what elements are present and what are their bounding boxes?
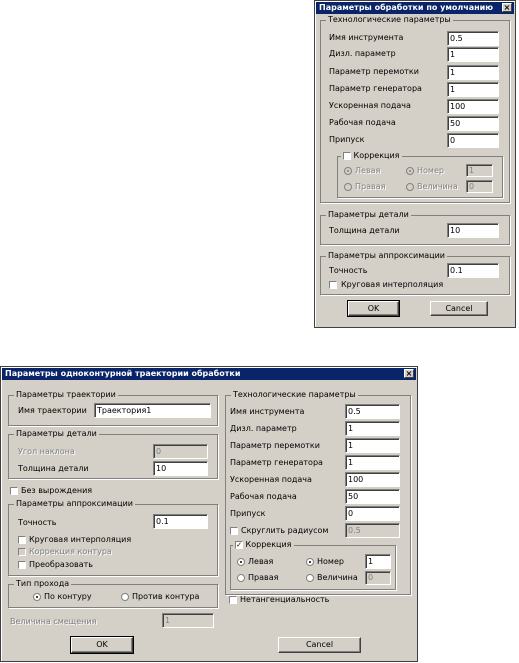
- number-label: Номер: [417, 166, 444, 175]
- rapid-feed-label: Ускоренная подача: [230, 475, 312, 484]
- contour-correction-checkbox[interactable]: [18, 548, 26, 556]
- part-params-group: [8, 429, 218, 479]
- tech-params-title: Технологические параметры: [328, 15, 451, 24]
- along-contour-label: По контуру: [44, 592, 92, 601]
- round-radius-input[interactable]: 0.5: [345, 523, 400, 538]
- pass-type-group: [8, 579, 218, 608]
- work-feed-label: Рабочая подача: [329, 118, 396, 127]
- single-contour-dialog: [0, 366, 418, 662]
- tech-params-group: [320, 15, 510, 203]
- dizl-param-input[interactable]: 1: [447, 47, 499, 62]
- trajectory-name-label: Имя траектории: [18, 406, 87, 415]
- transform-label: Преобразовать: [29, 560, 93, 569]
- offset-input[interactable]: 1: [162, 613, 214, 628]
- approx-params-group: [320, 251, 510, 295]
- non-tangential-checkbox[interactable]: [229, 596, 237, 604]
- rapid-feed-label: Ускоренная подача: [329, 101, 411, 110]
- tool-name-label: Имя инструмента: [230, 407, 305, 416]
- correction-title: [341, 151, 402, 161]
- thickness-label: Толщина детали: [18, 464, 89, 473]
- cancel-button[interactable]: Cancel: [430, 301, 488, 316]
- correction-label: Коррекция: [353, 151, 400, 160]
- round-radius-checkbox[interactable]: [230, 527, 238, 535]
- correction-group: [230, 540, 396, 590]
- approx-params-title: Параметры аппроксимации: [16, 499, 133, 508]
- allowance-label: Припуск: [329, 135, 365, 144]
- work-feed-input[interactable]: 50: [345, 489, 400, 504]
- approx-params-title: Параметры аппроксимации: [328, 251, 445, 260]
- rewind-param-label: Параметр перемотки: [230, 441, 320, 450]
- no-degeneration-label: Без вырождения: [21, 486, 93, 495]
- dizl-param-label: Дизл. параметр: [329, 49, 396, 58]
- round-radius-label: Скруглить радиусом: [241, 526, 329, 535]
- work-feed-label: Рабочая подача: [230, 492, 297, 501]
- left-label: Левая: [355, 166, 381, 175]
- thickness-input[interactable]: 10: [153, 461, 208, 476]
- tech-params-group: [225, 390, 411, 595]
- ok-button[interactable]: OK: [71, 637, 133, 653]
- close-button[interactable]: ×: [503, 3, 511, 12]
- correction-checkbox[interactable]: ✓: [236, 540, 242, 549]
- tool-name-input[interactable]: 0.5: [345, 404, 400, 419]
- accuracy-input[interactable]: 0.1: [153, 514, 208, 529]
- left-label: Левая: [248, 557, 274, 566]
- thickness-label: Толщина детали: [329, 226, 400, 235]
- magnitude-input[interactable]: 0: [466, 180, 493, 193]
- number-label: Номер: [317, 557, 344, 566]
- number-radio[interactable]: [406, 167, 414, 175]
- rewind-param-label: Параметр перемотки: [329, 67, 419, 76]
- circular-interp-label: Круговая интерполяция: [341, 280, 444, 289]
- accuracy-input[interactable]: 0.1: [447, 263, 499, 278]
- dialog-title: Параметры одноконтурной траектории обработки: [2, 368, 416, 380]
- accuracy-label: Точность: [18, 518, 57, 527]
- circular-interp-label: Круговая интерполяция: [29, 535, 132, 544]
- non-tangential-label: Нетангенциальность: [240, 595, 330, 604]
- dizl-param-label: Дизл. параметр: [230, 424, 297, 433]
- part-params-group: [320, 210, 510, 245]
- tech-params-title: Технологические параметры: [233, 390, 356, 399]
- rewind-param-input[interactable]: 1: [345, 438, 400, 453]
- pass-type-title: Тип прохода: [16, 579, 70, 588]
- number-input[interactable]: 1: [365, 554, 391, 569]
- part-params-title: Параметры детали: [16, 429, 97, 438]
- correction-checkbox[interactable]: [343, 152, 351, 160]
- circular-interp-checkbox[interactable]: [18, 536, 26, 544]
- dialog-title: Параметры обработки по умолчанию: [316, 2, 514, 14]
- along-contour-radio[interactable]: [33, 593, 41, 601]
- rapid-feed-input[interactable]: 100: [447, 99, 499, 114]
- rapid-feed-input[interactable]: 100: [345, 472, 400, 487]
- left-radio[interactable]: [237, 558, 245, 566]
- accuracy-label: Точность: [329, 266, 368, 275]
- cancel-button[interactable]: Cancel: [278, 637, 361, 653]
- generator-param-label: Параметр генератора: [329, 84, 422, 93]
- generator-param-label: Параметр генератора: [230, 458, 323, 467]
- allowance-input[interactable]: 0: [447, 133, 499, 148]
- magnitude-label: Величина: [417, 182, 458, 191]
- allowance-label: Припуск: [230, 509, 266, 518]
- trajectory-params-title: Параметры траектории: [16, 390, 116, 399]
- allowance-input[interactable]: 0: [345, 506, 400, 521]
- tool-name-label: Имя инструмента: [329, 33, 404, 42]
- right-label: Правая: [248, 573, 279, 582]
- magnitude-radio[interactable]: [306, 574, 314, 582]
- ok-button[interactable]: OK: [348, 301, 399, 316]
- against-contour-radio[interactable]: [121, 593, 129, 601]
- generator-param-input[interactable]: 1: [447, 82, 499, 97]
- rewind-param-input[interactable]: 1: [447, 65, 499, 80]
- right-radio[interactable]: [344, 183, 352, 191]
- correction-label: Коррекция: [245, 540, 292, 549]
- close-button[interactable]: ×: [405, 369, 413, 378]
- correction-group: [337, 151, 503, 198]
- angle-label: Угол наклона: [18, 447, 75, 456]
- contour-correction-label: Коррекция контура: [29, 547, 112, 556]
- work-feed-input[interactable]: 50: [447, 116, 499, 131]
- magnitude-radio[interactable]: [406, 183, 414, 191]
- trajectory-params-group: [8, 390, 218, 426]
- correction-title: [233, 540, 294, 550]
- magnitude-label: Величина: [317, 573, 358, 582]
- magnitude-input[interactable]: 0: [365, 571, 391, 585]
- part-params-title: Параметры детали: [328, 210, 409, 219]
- angle-input[interactable]: 0: [153, 444, 208, 459]
- tool-name-input[interactable]: 0.5: [447, 31, 499, 46]
- number-radio[interactable]: [306, 558, 314, 566]
- against-contour-label: Против контура: [132, 592, 200, 601]
- generator-param-input[interactable]: 1: [345, 455, 400, 470]
- default-params-dialog: [314, 0, 516, 328]
- trajectory-name-input[interactable]: Траектория1: [94, 403, 211, 418]
- number-input[interactable]: 1: [466, 164, 493, 177]
- transform-checkbox[interactable]: [18, 561, 26, 569]
- thickness-input[interactable]: 10: [447, 223, 499, 238]
- right-radio[interactable]: [237, 574, 245, 582]
- right-label: Правая: [355, 182, 386, 191]
- left-radio[interactable]: [344, 167, 352, 175]
- dizl-param-input[interactable]: 1: [345, 421, 400, 436]
- approx-params-group: [8, 499, 218, 576]
- circular-interp-checkbox[interactable]: [329, 281, 337, 289]
- offset-label: Величина смещения: [10, 617, 97, 626]
- no-degeneration-checkbox[interactable]: [10, 487, 18, 495]
